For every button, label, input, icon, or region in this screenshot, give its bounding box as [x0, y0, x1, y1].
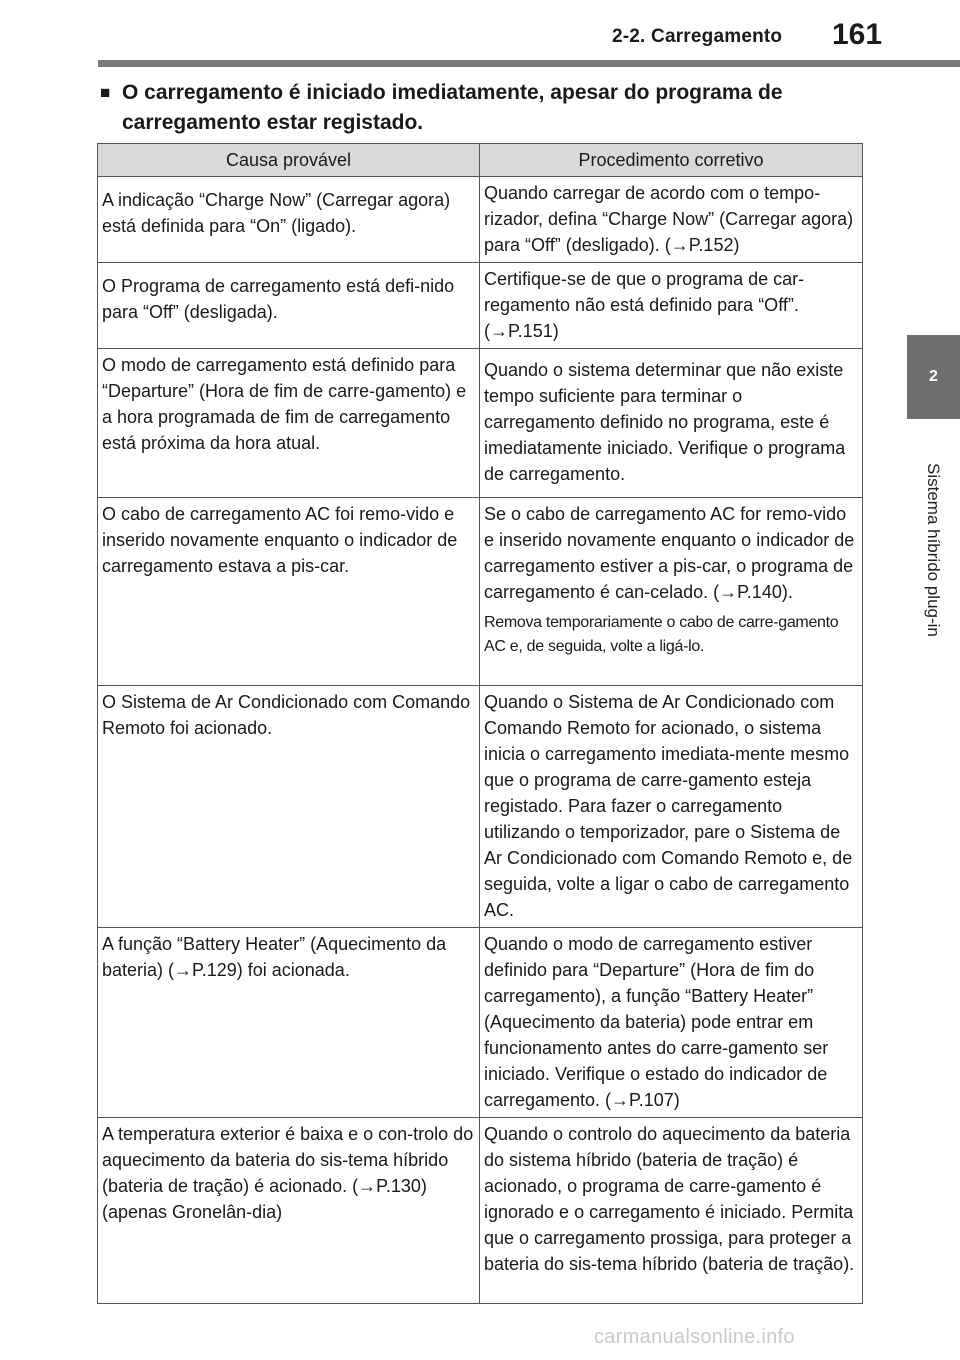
chapter-number: 2	[929, 368, 938, 385]
procedure-note: Remova temporariamente o cabo de carre-gamento AC e, de seguida, volte a ligá-lo.	[484, 614, 839, 655]
procedure-cell: Quando o sistema determinar que não existe tempo suficiente para terminar o carregamento definido no programa, este é imediatamente iniciado. Verifique o programa de carregamento.	[480, 349, 863, 498]
cause-cell: O cabo de carregamento AC foi remo-vido e inserido novamente enquanto o indicador de carregamento estava a pis-car.	[98, 498, 480, 686]
procedure-cell: Quando carregar de acordo com o tempo-rizador, defina “Charge Now” (Carregar agora) para “Off” (desligado). (→P.152)	[480, 177, 863, 263]
header-divider	[98, 60, 960, 67]
chapter-label-text: Sistema híbrido plug-in	[924, 463, 943, 637]
table-row	[98, 1118, 863, 1304]
chapter-label	[909, 430, 957, 670]
cause-cell: O modo de carregamento está definido para “Departure” (Hora de fim de carre-gamento) e a hora programada de fim de carregamento está próxima da hora atual.	[98, 349, 480, 498]
troubleshooting-table	[97, 143, 863, 1304]
section-heading-text: O carregamento é iniciado imediatamente, apesar do programa de carregamento estar registado.	[122, 81, 783, 134]
column-header-cause: Causa provável	[98, 144, 480, 177]
table-row	[98, 498, 863, 686]
procedure-cell	[480, 498, 863, 686]
procedure-cell: Quando o Sistema de Ar Condicionado com Comando Remoto for acionado, o sistema inicia o carregamento imediata-mente mesmo que o programa de carre-gamento esteja registado. Para fazer o carregamento utilizando o temporizador, pare o Sistema de Ar Condicionado com Comando Remoto e, de seguida, volte a ligar o cabo de carregamento AC.	[480, 686, 863, 928]
table-header-row	[98, 144, 863, 177]
table-row	[98, 349, 863, 498]
table-row	[98, 686, 863, 928]
table-row	[98, 263, 863, 349]
cause-cell: O Programa de carregamento está defi-nido para “Off” (desligada).	[98, 263, 480, 349]
section-title: 2-2. Carregamento	[612, 26, 783, 47]
table-row	[98, 928, 863, 1118]
chapter-tab[interactable]	[907, 335, 960, 419]
column-header-procedure: Procedimento corretivo	[480, 144, 863, 177]
procedure-text: Se o cabo de carregamento AC for remo-vido e inserido novamente enquanto o indicador de carregamento estiver a pis-car, o programa de carregamento é can-celado. (→P.140).	[484, 504, 855, 602]
cause-cell: A temperatura exterior é baixa e o con-trolo do aquecimento da bateria do sis-tema híbrido (bateria de tração) é acionado. (→P.130) (apenas Gronelân-dia)	[98, 1118, 480, 1304]
procedure-cell: Quando o controlo do aquecimento da bateria do sistema híbrido (bateria de tração) é acionado, o programa de carre-gamento é ignorado e o carregamento é iniciado. Permita que o carregamento prossiga, para proteger a bateria do sis-tema híbrido (bateria de tração).	[480, 1118, 863, 1304]
cause-cell: A indicação “Charge Now” (Carregar agora) está definida para “On” (ligado).	[98, 177, 480, 263]
section-heading	[100, 78, 860, 138]
procedure-cell: Quando o modo de carregamento estiver definido para “Departure” (Hora de fim do carregamento), a função “Battery Heater” (Aquecimento da bateria) pode entrar em funcionamento antes do carre-gamento ser iniciado. Verifique o estado do indicador de carregamento. (→P.107)	[480, 928, 863, 1118]
procedure-cell: Certifique-se de que o programa de car-regamento não está definido para “Off”. (→P.151)	[480, 263, 863, 349]
square-bullet-icon: ■	[100, 83, 111, 102]
watermark: carmanualsonline.info	[594, 1326, 795, 1348]
page-number: 161	[832, 18, 883, 51]
cause-cell: O Sistema de Ar Condicionado com Comando Remoto foi acionado.	[98, 686, 480, 928]
table-row	[98, 177, 863, 263]
cause-cell: A função “Battery Heater” (Aquecimento da bateria) (→P.129) foi acionada.	[98, 928, 480, 1118]
